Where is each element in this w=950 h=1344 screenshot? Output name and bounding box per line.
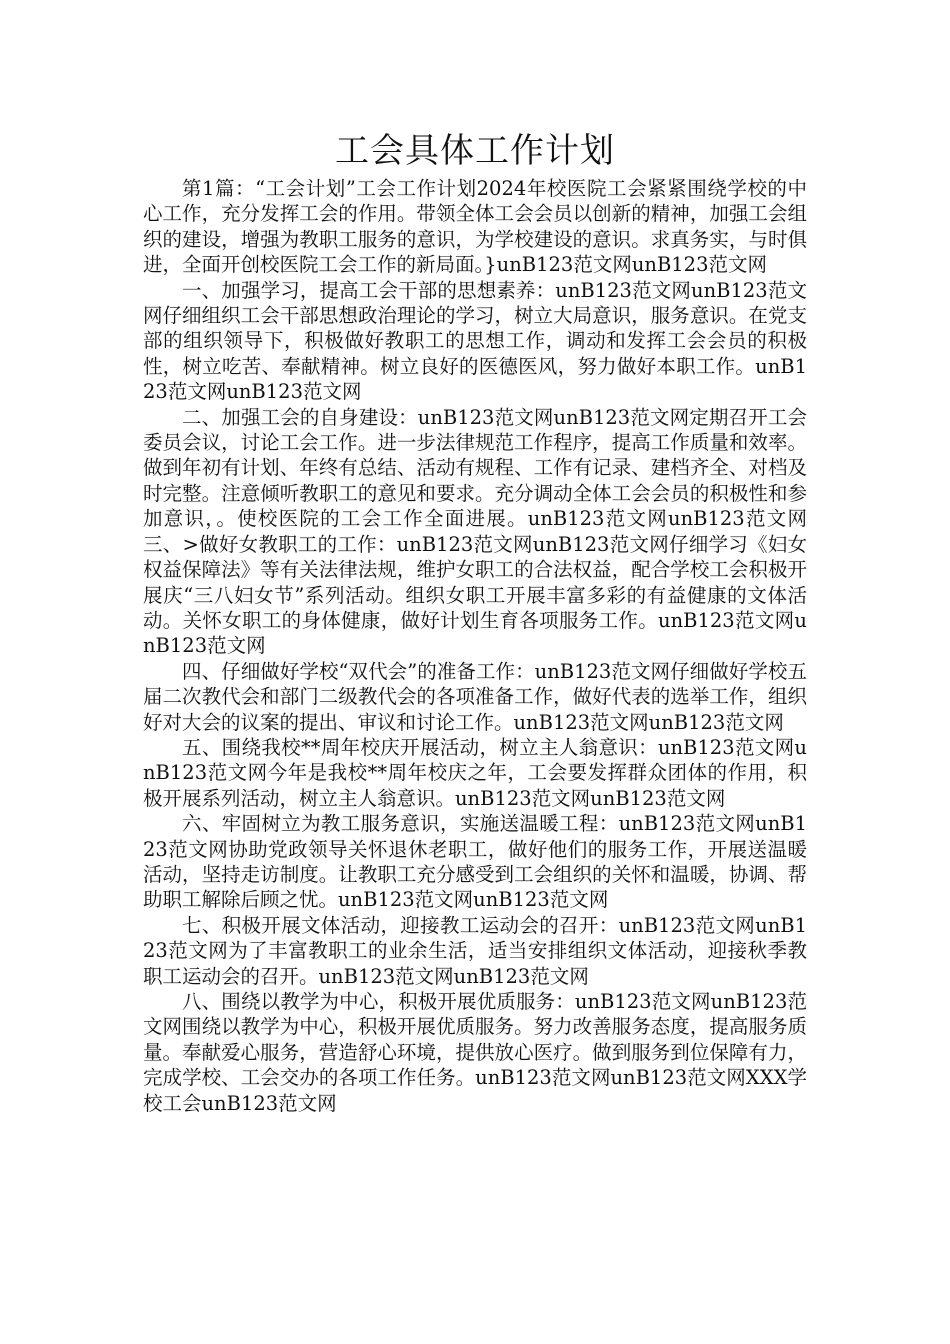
paragraph-section-6: 六、牢固树立为教工服务意识，实施送温暖工程：unB123范文网unB123范文网协助党政领导关怀退休老职工，做好他们的服务工作，开展送温暖活动，坚持走访制度。让教职工充分感受到工会组织的关怀和温暖，协调、帮助职工解除后顾之忧。unB123范文网unB123范文网 — [143, 812, 807, 912]
paragraph-section-4: 四、仔细做好学校“双代会”的准备工作：unB123范文网仔细做好学校五届二次教代会和部门二级教代会的各项准备工作，做好代表的选举工作，组织好对大会的议案的提出、审议和讨论工作。unB123范文网unB123范文网 — [143, 659, 807, 734]
paragraph-section-8: 八、围绕以教学为中心，积极开展优质服务：unB123范文网unB123范文网围绕以教学为中心，积极开展优质服务。努力改善服务态度，提高服务质量。奉献爱心服务，营造舒心环境，提供放心医疗。做到服务到位保障有力，完成学校、工会交办的各项工作任务。unB123范文网unB123范文网XXX学校工会unB123范文网 — [143, 990, 807, 1115]
document-title: 工会具体工作计划 — [335, 131, 615, 171]
paragraph-section-7: 七、积极开展文体活动，迎接教工运动会的召开：unB123范文网unB123范文网为了丰富教职工的业余生活，适当安排组织文体活动，迎接秋季教职工运动会的召开。unB123范文网unB123范文网 — [143, 913, 807, 988]
document-page — [143, 128, 807, 1116]
paragraph-section-1: 一、加强学习，提高工会干部的思想素养：unB123范文网unB123范文网仔细组织工会干部思想政治理论的学习，树立大局意识，服务意识。在党支部的组织领导下，积极做好教职工的思想工作，调动和发挥工会会员的积极性，树立吃苦、奉献精神。树立良好的医德医风，努力做好本职工作。unB123范文网unB123范文网 — [143, 278, 807, 404]
paragraph-section-2: 二、加强工会的自身建设：unB123范文网unB123范文网定期召开工会委员会议，讨论工会工作。进一步法律规范工作程序，提高工作质量和效率。做到年初有计划、年终有总结、活动有规程、工作有记录、建档齐全、对档及时完整。注意倾听教职工的意见和要求。充分调动全体工会会员的积极性和参加意识，。使校医院的工会工作全面进展。unB123范文网unB123范文网三、>做好女教职工的工作：unB123范文网unB123范文网仔细学习《妇女权益保障法》等有关法律法规，维护女职工的合法权益，配合学校工会积极开展庆“三八妇女节”系列活动。组织女职工开展丰富多彩的有益健康的文体活动。关怀女职工的身体健康，做好计划生育各项服务工作。unB123范文网unB123范文网 — [143, 405, 807, 658]
paragraph-intro: 第1篇：“工会计划”工会工作计划2024年校医院工会紧紧围绕学校的中心工作，充分发挥工会的作用。带领全体工会会员以创新的精神，加强工会组织的建设，增强为教职工服务的意识，为学校建设的意识。求真务实，与时俱进，全面开创校医院工会工作的新局面。}unB123范文网unB123范文网 — [143, 177, 807, 277]
paragraph-section-5: 五、围绕我校**周年校庆开展活动，树立主人翁意识：unB123范文网unB123范文网今年是我校**周年校庆之年，工会要发挥群众团体的作用，积极开展系列活动，树立主人翁意识。unB123范文网unB123范文网 — [143, 735, 807, 810]
